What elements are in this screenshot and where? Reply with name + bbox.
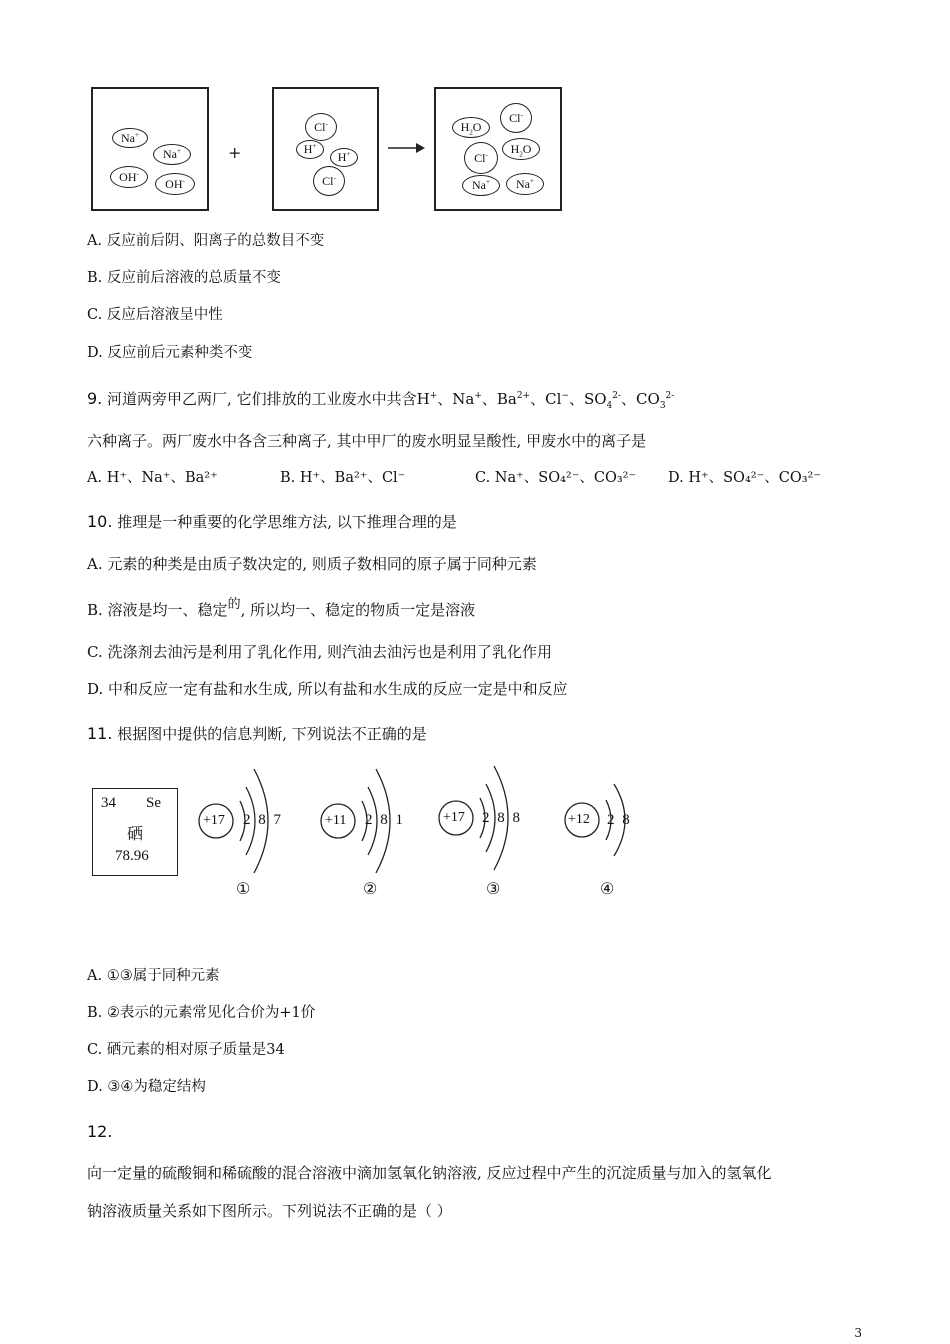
q12-stem-line2: 钠溶液质量关系如下图所示。下列说法不正确的是（ ） <box>87 1202 452 1220</box>
atom-nucleus-label: +12 <box>568 812 590 827</box>
q9-ion-list: H+、Na+、$Ba^{2+}$、Cl−、$SO_4^{2-}$、$CO_3^{2-}$ <box>416 390 675 411</box>
reaction-arrow <box>388 141 426 155</box>
atom-shell-electrons: 2 8 <box>607 812 630 828</box>
atom-nucleus-label: +17 <box>203 813 225 828</box>
q9-stem-text: 河道两旁甲乙两厂, 它们排放的工业废水中共含 <box>107 390 417 408</box>
atom-shell-electrons: 2 8 8 <box>482 810 520 826</box>
atom-label: ④ <box>600 879 615 898</box>
atom-shell-electrons: 2 8 7 <box>243 812 281 828</box>
q11-option-a: A. ①③属于同种元素 <box>87 968 220 984</box>
q10-option-b-sup: 的 <box>227 597 241 612</box>
atom-label: ② <box>363 879 378 898</box>
q8-option-b: B. 反应前后溶液的总质量不变 <box>87 270 281 286</box>
ion-h-plus: H+ <box>330 148 358 167</box>
q8-option-c: C. 反应后溶液呈中性 <box>87 307 223 323</box>
ion-na-plus: Na+ <box>506 173 544 195</box>
q9-option-b: B. H⁺、Ba²⁺、Cl⁻ <box>280 470 406 486</box>
q10-option-b-pre: B. 溶液是均一、稳定 <box>87 601 228 619</box>
element-atomic-number: 34 <box>101 795 116 811</box>
q10-option-c: C. 洗涤剂去油污是利用了乳化作用, 则汽油去油污也是利用了乳化作用 <box>87 643 553 661</box>
q10-number: 10. <box>87 512 113 531</box>
q12-stem-line1: 向一定量的硫酸铜和稀硫酸的混合溶液中滴加氢氧化钠溶液, 反应过程中产生的沉淀质量与加入的氢氧化 <box>87 1164 772 1182</box>
q9-option-a: A. H⁺、Na⁺、Ba²⁺ <box>87 470 218 486</box>
ion-na-plus: Na+ <box>153 144 191 165</box>
ion-oh-minus: OH- <box>110 166 148 188</box>
ion-oh-minus: OH- <box>155 173 195 195</box>
element-name: 硒 <box>127 824 144 843</box>
atom-label: ① <box>236 879 251 898</box>
molecule-h2o: $H_2O$ <box>452 117 490 138</box>
q9-option-d: D. H⁺、SO₄²⁻、CO₃²⁻ <box>668 470 821 486</box>
ion-h-plus: H+ <box>296 140 324 159</box>
element-symbol: Se <box>146 795 161 811</box>
q10-stem <box>87 512 457 532</box>
atom-shell-electrons: 2 8 1 <box>365 812 403 828</box>
product-box <box>434 87 562 211</box>
ion-na-plus: Na+ <box>112 128 148 148</box>
q11-option-d: D. ③④为稳定结构 <box>87 1079 206 1095</box>
reactant-box-naoh <box>91 87 209 211</box>
element-card-se <box>92 788 178 876</box>
q11-option-c: C. 硒元素的相对原子质量是34 <box>87 1042 285 1058</box>
element-atomic-mass: 78.96 <box>115 848 149 864</box>
q10-stem-text: 推理是一种重要的化学思维方法, 以下推理合理的是 <box>117 513 457 531</box>
q9-option-c: C. Na⁺、SO₄²⁻、CO₃²⁻ <box>475 470 637 486</box>
q9-stem-line1 <box>87 389 674 409</box>
atom-nucleus-label: +17 <box>443 810 465 825</box>
q8-option-d: D. 反应前后元素种类不变 <box>87 345 253 361</box>
q10-option-b <box>87 597 476 622</box>
ion-cl-minus: Cl- <box>305 113 337 141</box>
q10-option-a: A. 元素的种类是由质子数决定的, 则质子数相同的原子属于同种元素 <box>87 555 537 573</box>
ion-cl-minus: Cl- <box>500 103 532 133</box>
q9-stem-line2: 六种离子。两厂废水中各含三种离子, 其中甲厂的废水明显呈酸性, 甲废水中的离子是 <box>87 432 647 450</box>
reactant-box-hcl <box>272 87 379 211</box>
q10-option-d: D. 中和反应一定有盐和水生成, 所以有盐和水生成的反应一定是中和反应 <box>87 680 568 698</box>
q10-option-b-post: , 所以均一、稳定的物质一定是溶液 <box>240 601 476 619</box>
q8-option-a: A. 反应前后阴、阳离子的总数目不变 <box>87 233 325 249</box>
molecule-h2o: $H_2O$ <box>502 138 540 160</box>
plus-sign: + <box>228 143 242 162</box>
page-number: 3 <box>854 1326 862 1340</box>
ion-cl-minus: Cl- <box>313 166 345 196</box>
q11-stem <box>87 724 427 744</box>
q11-number: 11. <box>87 724 113 743</box>
ion-cl-minus: Cl- <box>464 142 498 174</box>
q9-number: 9. <box>87 389 103 408</box>
atom-label: ③ <box>486 879 501 898</box>
atom-nucleus-label: +11 <box>325 813 347 828</box>
q12-number: 12. <box>87 1122 113 1141</box>
q11-option-b: B. ②表示的元素常见化合价为+1价 <box>87 1005 316 1021</box>
q11-stem-text: 根据图中提供的信息判断, 下列说法不正确的是 <box>117 725 427 743</box>
ion-na-plus: Na+ <box>462 175 500 196</box>
